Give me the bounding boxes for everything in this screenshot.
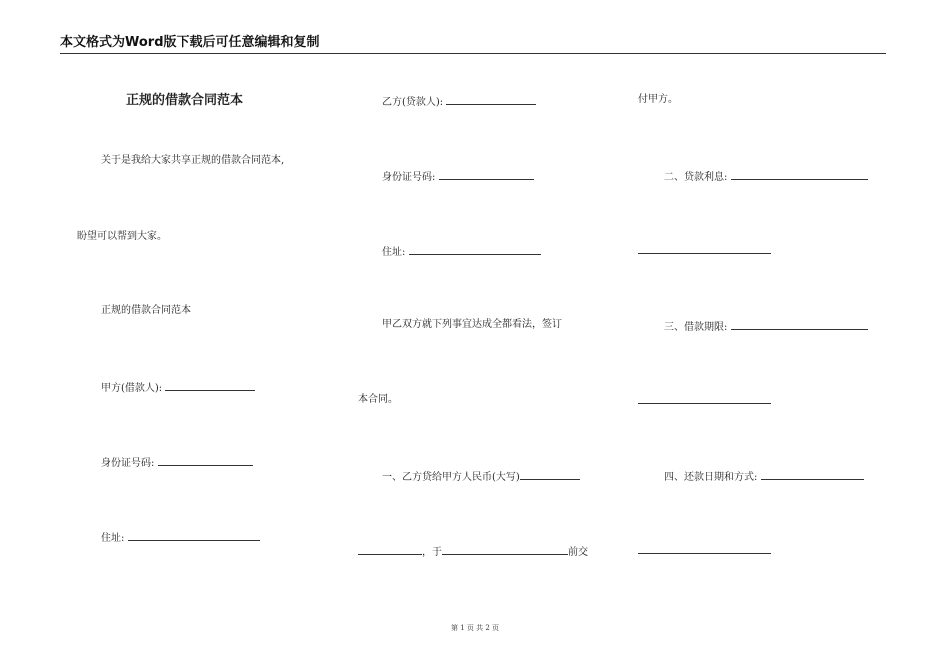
party-a-id-label: 身份证号码: [101,458,155,469]
party-b-address-field [382,243,541,260]
clause-1-end: 前交 [568,547,588,558]
interest-label: 二、贷款利息: [664,172,728,183]
clause-1-continued [358,543,588,560]
section-subtitle: 正规的借款合同范本 [101,305,191,316]
pay-party-a-text: 付甲方。 [638,94,678,105]
party-a-blank [165,379,255,391]
amount-blank-2 [358,543,422,555]
interest-blank-line-2 [638,253,771,254]
document-header: 本文格式为Word版下载后可任意编辑和复制 [60,35,886,54]
clause-1-line [382,468,580,485]
intro-line-1: 关于是我给大家共享正规的借款合同范本, [101,155,285,166]
clause-1-mid: ，于 [422,547,442,558]
repay-field [664,468,864,485]
term-blank [731,318,868,330]
party-b-address-blank [409,243,541,255]
agreement-line-1: 甲乙双方就下列事宜达成全都看法，签订 [382,319,562,330]
party-b-id-blank [439,168,534,180]
term-label: 三、借款期限: [664,322,728,333]
repay-label: 四、还款日期和方式: [664,472,758,483]
party-b-address-label: 住址: [382,247,406,258]
party-b-id-label: 身份证号码: [382,172,436,183]
doc-title: 正规的借款合同范本 [126,93,244,108]
party-b-blank [446,93,536,105]
party-b-field [382,93,536,110]
party-b-label: 乙方(贷款人): [382,97,444,108]
clause-1-label: 一、乙方贷给甲方人民币(大写) [382,472,520,483]
party-a-id-blank [158,454,253,466]
interest-blank [731,168,868,180]
amount-blank [520,468,580,480]
party-a-address-field [101,529,260,546]
party-a-field [101,379,255,396]
party-a-label: 甲方(借款人): [101,383,163,394]
repay-blank [761,468,864,480]
repay-blank-line-2 [638,553,771,554]
party-a-id-field [101,454,253,471]
party-a-address-label: 住址: [101,533,125,544]
party-a-address-blank [128,529,260,541]
intro-line-2: 盼望可以帮到大家。 [77,231,167,242]
page-number: 第 1 页 共 2 页 [450,624,500,632]
term-blank-line-2 [638,403,771,404]
interest-field [664,168,868,185]
term-field [664,318,868,335]
date-blank [442,543,568,555]
agreement-line-2: 本合同。 [358,394,398,405]
party-b-id-field [382,168,534,185]
